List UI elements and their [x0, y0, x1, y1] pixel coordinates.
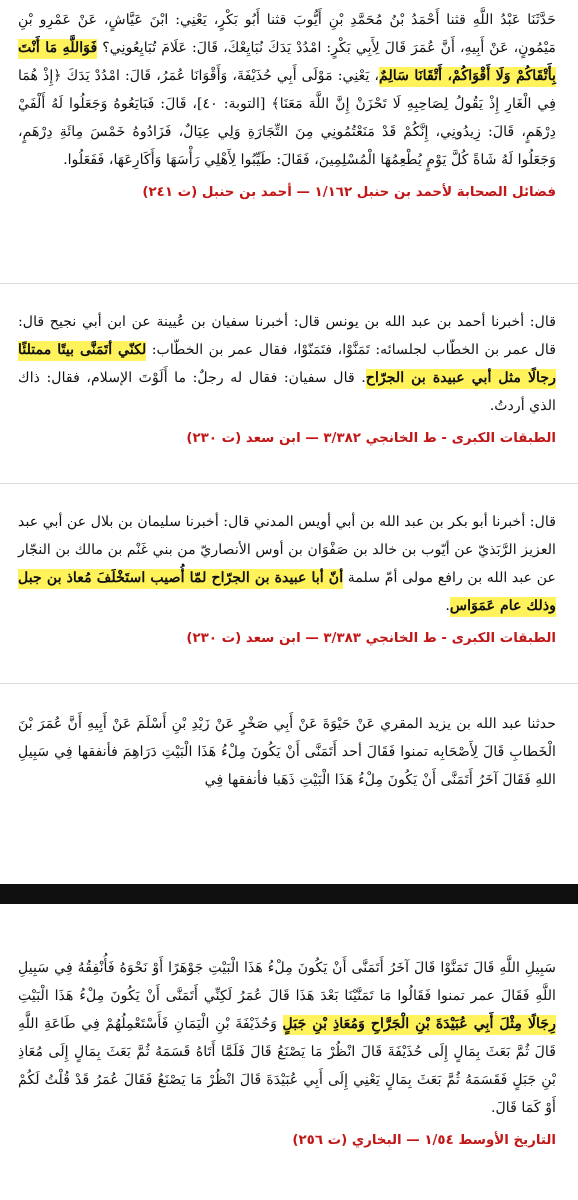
excerpt-card-3	[0, 484, 578, 684]
text-after: ، يَعْنِي: مَوْلَى أَبِي حُذَيْفَةَ، وَأَقْوَانَا عُمَرُ، قَالَ: امْدُدْ يَدَكَ ﴿إِذْ هُمَا فِي الْغَارِ إِذْ يَقُولُ لِصَاحِبِهِ لَا تَحْزَنْ إِنَّ اللَّهَ مَعَنَا﴾ [التوبة: ٤٠]، قَالَ: فَبَايَعُوهُ وَجَعَلُوا لَهُ أَلْفَيْ دِرْهَمٍ، قَالَ: زِيدُونِي، إِنَّكُمْ قَدْ مَنَعْتُمُونِي مِنَ التِّجَارَةِ وَلِي عِيَالٌ، فَزَادُوهُ خَمْسَ مِائَةِ دِرْهَمٍ، وَجَعَلُوا لَهُ شَاةً كُلَّ يَوْمٍ يُطْعِمُهَا الْمُسْلِمِينَ، فَقَالَ: طَيِّبُوا لِأَهْلِي رَأْسَهَا وَأَكَارِعَهَا، فَفَعَلُوا.	[18, 68, 556, 168]
excerpt-card-5	[0, 904, 578, 1200]
excerpt-text	[18, 6, 556, 174]
text-after: .	[445, 598, 450, 614]
excerpt-text	[18, 954, 556, 1122]
text-before: قال: أخبرنا أحمد بن عبد الله بن يونس قال: أخبرنا سفيان بن عُيينة عن ابن أبي نجيح قال: قال عمر بن الخطّاب لجلسائه: تَمَنَّوْا، فتَمَنّوْا، فقال عمر بن الخطّاب:	[18, 314, 557, 358]
excerpt-card-1	[0, 0, 578, 284]
highlighted-text: رِجَالًا مِثْلَ أَبِي عُبَيْدَةَ بْنِ الْجَرَّاحِ وَمُعَاذِ بْنِ جَبَلٍ	[283, 1015, 556, 1035]
highlighted-text: فَوَاللَّهِ مَا أَنْتَ بِأَتْقَاكُمْ وَلَا أَقْوَاكُمْ، أَتْقَانَا سَالِمٌ	[18, 39, 556, 87]
excerpt-card-2	[0, 284, 578, 484]
text-before: قال: أخبرنا أبو بكر بن عبد الله بن أبي أويس المدني قال: أخبرنا سليمان بن بلال عن أبي عبد العزيز الرَّبَذيّ عن أيّوب بن خالد بن صَفْوَان بن أوس الأنصاريّ من بني غَنْم بن مالك بن النجّار عن عبد الله بن رافع مولى أمّ سلمة	[18, 514, 556, 586]
source-citation: الطبقات الكبرى - ط الخانجي ٣/٣٨٢ — ابن سعد (ت ٢٣٠)	[186, 431, 556, 446]
highlighted-text: لكنّي أتَمَنَّى بيتًا ممتلئًا رجالًا مثل أبي عبيدة بن الجرّاح	[18, 341, 556, 389]
text-before: حَدَّثَنَا عَبْدُ اللَّهِ قثنا أَحْمَدُ بْنُ مُحَمَّدِ بْنِ أَيُّوبَ قثنا أَبُو بَكْرٍ، يَعْنِي: ابْنَ عَيَّاشٍ، عَنْ عَمْرِو بْنِ مَيْمُونٍ، عَنْ أَبِيهِ، أَنَّ عُمَرَ قَالَ لِأَبِي بَكْرٍ: امْدُدْ يَدَكَ نُبَايِعْكَ، قَالَ: عَلَامَ تُبَايِعُونِي؟	[18, 12, 556, 56]
text-after: وَحُذَيْفَةَ بْنِ الْيَمَانِ فَأَسْتَعْمِلُهُمْ فِي طَاعَةِ اللَّهِ قَالَ ثُمَّ بَعَثَ بِمَالٍ إِلَى حُذَيْفَةَ قَالَ انْظُرْ مَا يَصْنَعُ قَالَ فَلَمَّا أَتَاهُ قَسَمَهُ ثُمَّ بَعَثَ بِمَالٍ إِلَى مُعَاذِ بْنِ جَبَلٍ فَقَسَمَهُ ثُمَّ بَعَثَ بِمَالٍ يَعْنِي إِلَى أَبِي عُبَيْدَةَ قَالَ انْظُرْ مَا يَصْنَعُ فَقَالَ عُمَرُ قَدْ قُلْتُ لَكُمْ أَوْ كَمَا قَالَ.	[18, 1016, 556, 1116]
excerpt-text	[18, 508, 556, 620]
text-after: . قال سفيان: فقال له رجلٌ: ما أَلَوْتَ الإسلام، فقال: ذاك الذي أردتُ.	[18, 370, 556, 414]
screenshot-divider	[0, 884, 578, 904]
source-citation: الطبقات الكبرى - ط الخانجي ٣/٣٨٣ — ابن سعد (ت ٢٣٠)	[186, 631, 556, 646]
excerpt-text	[18, 710, 556, 794]
excerpt-text	[18, 308, 556, 420]
source-citation: التاريخ الأوسط ١/٥٤ — البخاري (ت ٢٥٦)	[292, 1133, 556, 1148]
text-before: حدثنا عبد الله بن يزيد المقري عَنْ حَيْوَةَ عَنْ أَبِي صَخْرٍ عَنْ زَيْدِ بْنِ أَسْلَمَ عَنْ أَبِيهِ أَنَّ عُمَرَ بْنَ الْخَطابِ قَالَ لِأَصْحَابِه تمنوا فَقَالَ أحد أَتَمَنَّى أَنْ يَكُونَ مِلْءُ هَذَا الْبَيْتِ دَرَاهِمَ فأنفقها فِي سَبِيلِ اللهِ فَقَالَ آخَرُ أَتَمَنَّى أَنْ يَكُونَ مِلْءُ هَذَا الْبَيْتِ ذَهَبا فأنفقها فِي	[18, 716, 556, 788]
highlighted-text: أنّ أبا عبيدة بن الجرّاح لمّا أُصيب استَخْلَفَ مُعاذ بن جبل وذلك عام عَمَوَاس	[18, 569, 556, 617]
excerpt-card-4	[0, 684, 578, 884]
text-before: سَبِيلِ اللَّهِ قَالَ تَمَنَّوْا قَالَ آخَرُ أَتَمَنَّى أَنْ يَكُونَ مِلْءُ هَذَا الْبَيْتِ جَوْهَرًا أَوْ نَحْوَهُ فَأُنْفِقُهُ فِي سَبِيلِ اللَّهِ فَقَالَ عمر تمنوا فَقَالُوا مَا تَمَنَّيْنَا بَعْدَ هَذَا قَالَ عُمَرُ لَكِنِّي أَتَمَنَّى أَنْ يَكُونَ مِلْءُ هَذَا الْبَيْتِ	[18, 960, 556, 1004]
source-citation: فضائل الصحابة لأحمد بن حنبل ١/١٦٢ — أحمد بن حنبل (ت ٢٤١)	[142, 185, 556, 200]
